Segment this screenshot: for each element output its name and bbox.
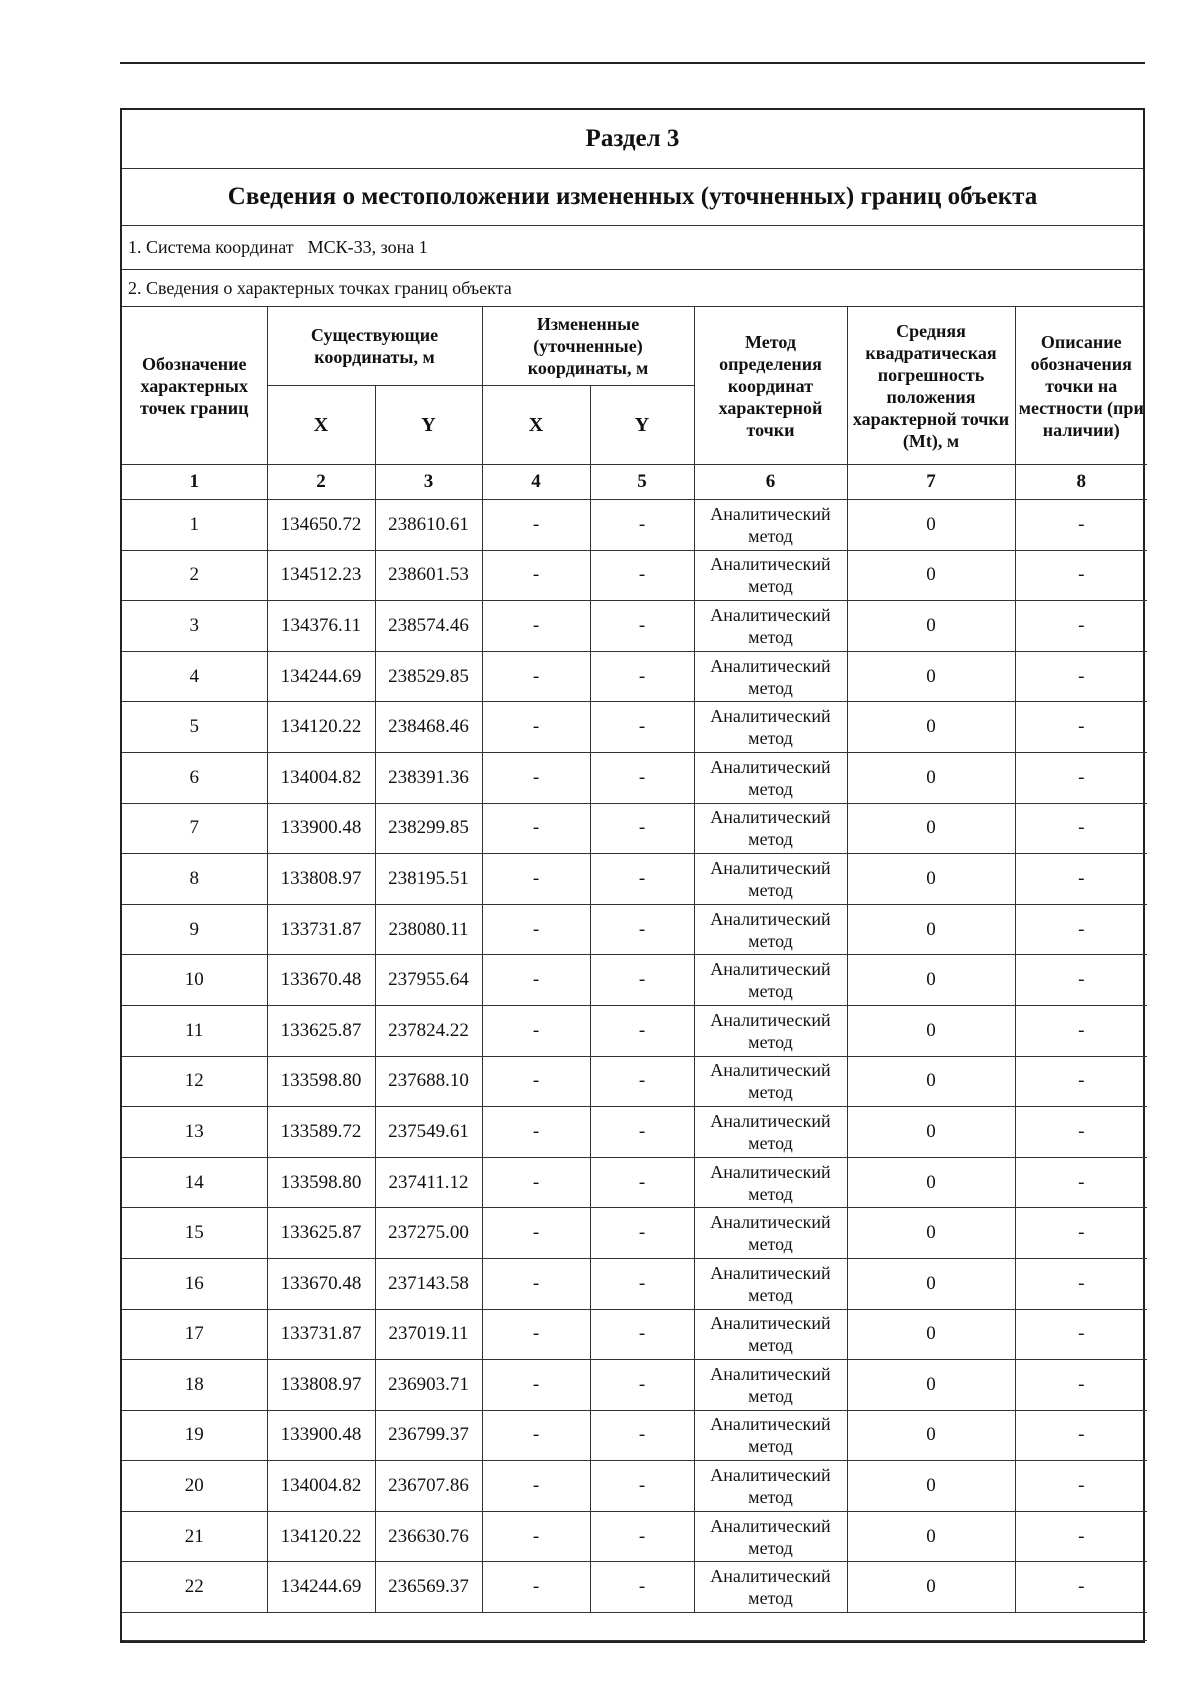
changed-y-cell: - [590,1410,694,1461]
changed-y-cell: - [590,1360,694,1411]
method-cell: Аналитический метод [694,1461,847,1512]
existing-y-cell: 238299.85 [375,803,482,854]
description-cell: - [1015,1107,1147,1158]
point-number-cell: 20 [122,1461,267,1512]
description-cell: - [1015,1360,1147,1411]
column-number: 7 [847,465,1015,500]
changed-x-cell: - [482,955,590,1006]
description-cell: - [1015,1258,1147,1309]
existing-y-cell: 237955.64 [375,955,482,1006]
existing-x-cell: 134650.72 [267,500,375,551]
table-row [122,803,1147,854]
point-number-cell: 14 [122,1157,267,1208]
description-cell: - [1015,1309,1147,1360]
description-cell: - [1015,1511,1147,1562]
existing-x-cell: 134244.69 [267,1562,375,1613]
existing-y-cell: 237688.10 [375,1056,482,1107]
changed-x-cell: - [482,1309,590,1360]
table-row [122,1056,1147,1107]
error-cell: 0 [847,803,1015,854]
existing-x-cell: 133598.80 [267,1056,375,1107]
description-cell: - [1015,803,1147,854]
header-existing-x: X [267,386,375,465]
point-number-cell: 10 [122,955,267,1006]
existing-y-cell: 237824.22 [375,1005,482,1056]
changed-y-cell: - [590,1511,694,1562]
points-caption: 2. Сведения о характерных точках границ объекта [122,270,1143,307]
point-number-cell: 21 [122,1511,267,1562]
changed-x-cell: - [482,550,590,601]
changed-x-cell: - [482,601,590,652]
table-row [122,1157,1147,1208]
header-existing-y: Y [375,386,482,465]
table-row [122,1107,1147,1158]
error-cell: 0 [847,1258,1015,1309]
table-row [122,651,1147,702]
changed-y-cell: - [590,854,694,905]
changed-x-cell: - [482,1410,590,1461]
description-cell: - [1015,651,1147,702]
column-number: 4 [482,465,590,500]
top-rule [120,62,1145,64]
existing-x-cell: 133670.48 [267,1258,375,1309]
existing-y-cell: 237019.11 [375,1309,482,1360]
point-number-cell: 12 [122,1056,267,1107]
changed-y-cell: - [590,803,694,854]
description-cell: - [1015,854,1147,905]
existing-y-cell: 238195.51 [375,854,482,905]
header-changed: Измененные (уточненные) координаты, м [482,307,694,386]
description-cell: - [1015,550,1147,601]
changed-y-cell: - [590,550,694,601]
existing-y-cell: 237275.00 [375,1208,482,1259]
table-row [122,854,1147,905]
point-number-cell: 16 [122,1258,267,1309]
error-cell: 0 [847,651,1015,702]
description-cell: - [1015,1056,1147,1107]
description-cell: - [1015,752,1147,803]
changed-x-cell: - [482,1258,590,1309]
error-cell: 0 [847,1511,1015,1562]
error-cell: 0 [847,1461,1015,1512]
description-cell: - [1015,500,1147,551]
header-error: Средняя квадратическая погрешность положения характерной точки (Mt), м [847,307,1015,465]
table-row [122,955,1147,1006]
description-cell: - [1015,1562,1147,1613]
point-number-cell: 19 [122,1410,267,1461]
coord-system-value: МСК-33, зона 1 [307,237,428,257]
error-cell: 0 [847,601,1015,652]
method-cell: Аналитический метод [694,904,847,955]
column-number: 6 [694,465,847,500]
error-cell: 0 [847,1410,1015,1461]
error-cell: 0 [847,854,1015,905]
description-cell: - [1015,702,1147,753]
error-cell: 0 [847,1005,1015,1056]
table-row [122,601,1147,652]
header-designation: Обозначение характерных точек границ [122,307,267,465]
column-number: 2 [267,465,375,500]
column-number: 8 [1015,465,1147,500]
description-cell: - [1015,1410,1147,1461]
error-cell: 0 [847,1208,1015,1259]
changed-x-cell: - [482,1461,590,1512]
existing-y-cell: 238391.36 [375,752,482,803]
description-cell: - [1015,1157,1147,1208]
table-row [122,1258,1147,1309]
changed-x-cell: - [482,1360,590,1411]
changed-x-cell: - [482,702,590,753]
point-number-cell: 8 [122,854,267,905]
table-row [122,702,1147,753]
table-row [122,752,1147,803]
point-number-cell: 18 [122,1360,267,1411]
changed-x-cell: - [482,752,590,803]
point-number-cell: 1 [122,500,267,551]
coord-system-row [122,226,1143,270]
changed-x-cell: - [482,1005,590,1056]
changed-y-cell: - [590,1461,694,1512]
column-number: 3 [375,465,482,500]
changed-y-cell: - [590,1157,694,1208]
point-number-cell: 17 [122,1309,267,1360]
existing-x-cell: 134004.82 [267,752,375,803]
existing-x-cell: 134376.11 [267,601,375,652]
existing-x-cell: 133731.87 [267,1309,375,1360]
method-cell: Аналитический метод [694,955,847,1006]
method-cell: Аналитический метод [694,702,847,753]
section-frame [120,108,1145,1643]
existing-x-cell: 134120.22 [267,1511,375,1562]
point-number-cell: 6 [122,752,267,803]
error-cell: 0 [847,752,1015,803]
existing-x-cell: 133808.97 [267,854,375,905]
changed-x-cell: - [482,1511,590,1562]
existing-x-cell: 134120.22 [267,702,375,753]
header-changed-y: Y [590,386,694,465]
existing-x-cell: 133625.87 [267,1208,375,1259]
existing-y-cell: 237411.12 [375,1157,482,1208]
existing-x-cell: 134512.23 [267,550,375,601]
changed-y-cell: - [590,752,694,803]
changed-y-cell: - [590,651,694,702]
point-number-cell: 11 [122,1005,267,1056]
column-numbers-row [122,465,1147,500]
point-number-cell: 15 [122,1208,267,1259]
existing-y-cell: 236630.76 [375,1511,482,1562]
existing-x-cell: 133625.87 [267,1005,375,1056]
error-cell: 0 [847,1309,1015,1360]
existing-x-cell: 133670.48 [267,955,375,1006]
table-row [122,1208,1147,1259]
method-cell: Аналитический метод [694,1157,847,1208]
changed-y-cell: - [590,1107,694,1158]
description-cell: - [1015,1208,1147,1259]
point-number-cell: 5 [122,702,267,753]
description-cell: - [1015,955,1147,1006]
point-number-cell: 4 [122,651,267,702]
method-cell: Аналитический метод [694,1107,847,1158]
points-table [122,307,1147,1641]
method-cell: Аналитический метод [694,1360,847,1411]
table-row [122,1410,1147,1461]
changed-y-cell: - [590,702,694,753]
point-number-cell: 2 [122,550,267,601]
changed-y-cell: - [590,1562,694,1613]
error-cell: 0 [847,702,1015,753]
existing-y-cell: 237143.58 [375,1258,482,1309]
point-number-cell: 7 [122,803,267,854]
method-cell: Аналитический метод [694,1309,847,1360]
changed-x-cell: - [482,854,590,905]
changed-x-cell: - [482,1107,590,1158]
error-cell: 0 [847,1107,1015,1158]
existing-y-cell: 236569.37 [375,1562,482,1613]
method-cell: Аналитический метод [694,1056,847,1107]
table-row [122,1562,1147,1613]
column-number: 5 [590,465,694,500]
method-cell: Аналитический метод [694,651,847,702]
existing-x-cell: 133900.48 [267,1410,375,1461]
description-cell: - [1015,601,1147,652]
existing-y-cell: 238529.85 [375,651,482,702]
changed-x-cell: - [482,803,590,854]
table-blank-row [122,1613,1147,1641]
existing-y-cell: 238601.53 [375,550,482,601]
column-number: 1 [122,465,267,500]
table-row [122,550,1147,601]
changed-x-cell: - [482,1056,590,1107]
existing-y-cell: 238080.11 [375,904,482,955]
method-cell: Аналитический метод [694,854,847,905]
table-row [122,1461,1147,1512]
method-cell: Аналитический метод [694,1258,847,1309]
table-row [122,1309,1147,1360]
existing-x-cell: 134004.82 [267,1461,375,1512]
error-cell: 0 [847,904,1015,955]
existing-y-cell: 237549.61 [375,1107,482,1158]
method-cell: Аналитический метод [694,550,847,601]
point-number-cell: 13 [122,1107,267,1158]
existing-x-cell: 133731.87 [267,904,375,955]
header-description: Описание обозначения точки на местности (при наличии) [1015,307,1147,465]
method-cell: Аналитический метод [694,500,847,551]
method-cell: Аналитический метод [694,1511,847,1562]
changed-y-cell: - [590,1208,694,1259]
table-row [122,1005,1147,1056]
existing-x-cell: 133808.97 [267,1360,375,1411]
header-changed-x: X [482,386,590,465]
table-row [122,904,1147,955]
point-number-cell: 22 [122,1562,267,1613]
error-cell: 0 [847,500,1015,551]
changed-y-cell: - [590,1005,694,1056]
changed-y-cell: - [590,1056,694,1107]
method-cell: Аналитический метод [694,1562,847,1613]
changed-y-cell: - [590,1258,694,1309]
error-cell: 0 [847,550,1015,601]
changed-x-cell: - [482,904,590,955]
changed-x-cell: - [482,1208,590,1259]
description-cell: - [1015,1005,1147,1056]
method-cell: Аналитический метод [694,803,847,854]
method-cell: Аналитический метод [694,1410,847,1461]
existing-x-cell: 133900.48 [267,803,375,854]
point-number-cell: 9 [122,904,267,955]
method-cell: Аналитический метод [694,1208,847,1259]
error-cell: 0 [847,1056,1015,1107]
changed-x-cell: - [482,1562,590,1613]
existing-y-cell: 236903.71 [375,1360,482,1411]
changed-y-cell: - [590,500,694,551]
method-cell: Аналитический метод [694,1005,847,1056]
error-cell: 0 [847,1562,1015,1613]
error-cell: 0 [847,955,1015,1006]
existing-x-cell: 134244.69 [267,651,375,702]
table-row [122,1360,1147,1411]
table-row [122,1511,1147,1562]
changed-y-cell: - [590,904,694,955]
header-existing: Существующие координаты, м [267,307,482,386]
description-cell: - [1015,904,1147,955]
existing-y-cell: 238468.46 [375,702,482,753]
error-cell: 0 [847,1157,1015,1208]
existing-y-cell: 236707.86 [375,1461,482,1512]
method-cell: Аналитический метод [694,752,847,803]
existing-x-cell: 133589.72 [267,1107,375,1158]
point-number-cell: 3 [122,601,267,652]
changed-y-cell: - [590,955,694,1006]
description-cell: - [1015,1461,1147,1512]
section-title: Раздел 3 [122,110,1143,169]
existing-y-cell: 238610.61 [375,500,482,551]
changed-x-cell: - [482,651,590,702]
header-method: Метод определения координат характерной точки [694,307,847,465]
changed-y-cell: - [590,1309,694,1360]
changed-x-cell: - [482,1157,590,1208]
table-row [122,500,1147,551]
error-cell: 0 [847,1360,1015,1411]
changed-x-cell: - [482,500,590,551]
existing-y-cell: 238574.46 [375,601,482,652]
section-subtitle: Сведения о местоположении измененных (уточненных) границ объекта [122,169,1143,226]
method-cell: Аналитический метод [694,601,847,652]
existing-x-cell: 133598.80 [267,1157,375,1208]
existing-y-cell: 236799.37 [375,1410,482,1461]
coord-system-label: 1. Система координат [128,237,294,257]
changed-y-cell: - [590,601,694,652]
